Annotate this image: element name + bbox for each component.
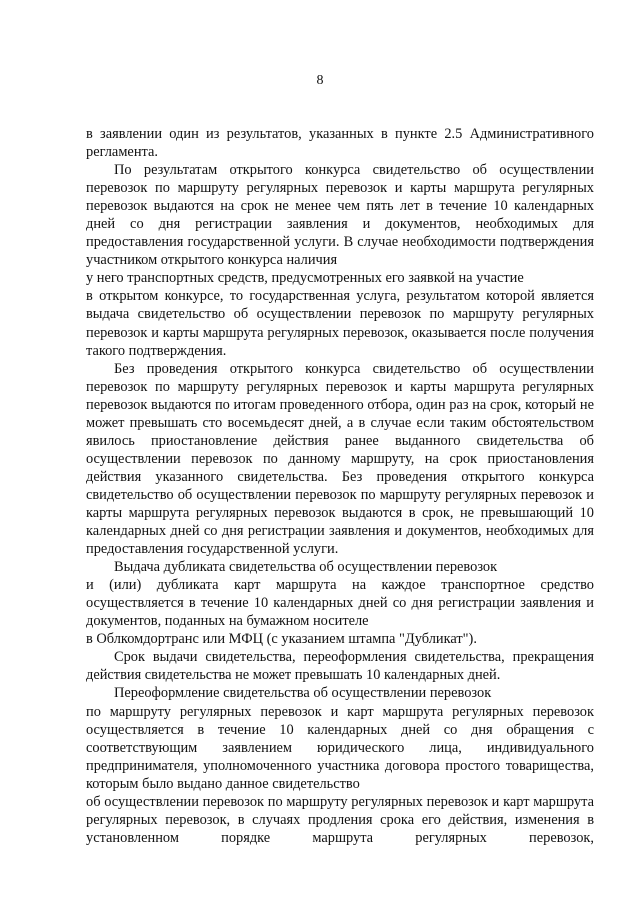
- paragraph: об осуществлении перевозок по маршруту регулярных перевозок и карт маршрута регулярных перевозок, в случаях продления срока его действия, изменения в установленном порядке маршрута регулярных перевозок,: [86, 793, 594, 846]
- paragraph: у него транспортных средств, предусмотренных его заявкой на участие: [86, 270, 524, 287]
- paragraph: в заявлении один из результатов, указанных в пункте 2.5 Административного регламента.: [86, 126, 594, 161]
- paragraph: и (или) дубликата карт маршрута на каждое транспортное средство осуществляется в течение 10 календарных дней со дня регистрации заявления и документов, поданных на бумажном носителе: [86, 577, 594, 630]
- paragraph: по маршруту регулярных перевозок и карт маршрута регулярных перевозок осуществляется в течение 10 календарных дней со дня обращения с соответствующим заявлением юридического лица, индивидуального предпринимателя, уполномоченного участника договора простого товарищества, которым было выдано данное свидетельство: [86, 703, 594, 792]
- paragraph: По результатам открытого конкурса свидетельство об осуществлении перевозок по маршруту регулярных перевозок и карты маршрута регулярных перевозок выдаются на срок не менее чем пять лет в течение 10 календарных дней со дня регистрации заявления и документов, необходимых для предоставления государственной услуги. В случае необходимости подтверждения участником открытого конкурса наличия: [86, 162, 594, 269]
- paragraph: Переоформление свидетельства об осуществлении перевозок: [114, 685, 492, 702]
- page-number: 8: [316, 73, 324, 88]
- paragraph: Срок выдачи свидетельства, переоформления свидетельства, прекращения действия свидетельства не может превышать 10 календарных дней.: [86, 649, 594, 684]
- paragraph: в открытом конкурсе, то государственная услуга, результатом которой является выдача свидетельство об осуществлении перевозок по маршруту регулярных перевозок и карты маршрута регулярных перевозок, оказывается после получения такого подтверждения.: [86, 288, 594, 359]
- paragraph: в Облкомдортранс или МФЦ (с указанием штампа "Дубликат").: [86, 631, 477, 648]
- document-body: [86, 125, 594, 847]
- paragraph: Выдача дубликата свидетельства об осуществлении перевозок: [114, 559, 498, 576]
- paragraph: Без проведения открытого конкурса свидетельство об осуществлении перевозок по маршруту регулярных перевозок и карты маршрута регулярных перевозок выдаются по итогам проведенного отбора, один раз на срок, который не может превышать сто восемьдесят дней, а в случае если таким обстоятельством явилось приостановление действия ранее выданного свидетельства об осуществлении перевозок по данному маршруту, на срок приостановления действия указанного свидетельства. Без проведения открытого конкурса свидетельство об осуществлении перевозок по маршруту регулярных перевозок и карты маршрута регулярных перевозок выдаются в срок, не превышающий 10 календарных дней со дня регистрации заявления и документов, необходимых для предоставления государственной услуги.: [86, 360, 594, 558]
